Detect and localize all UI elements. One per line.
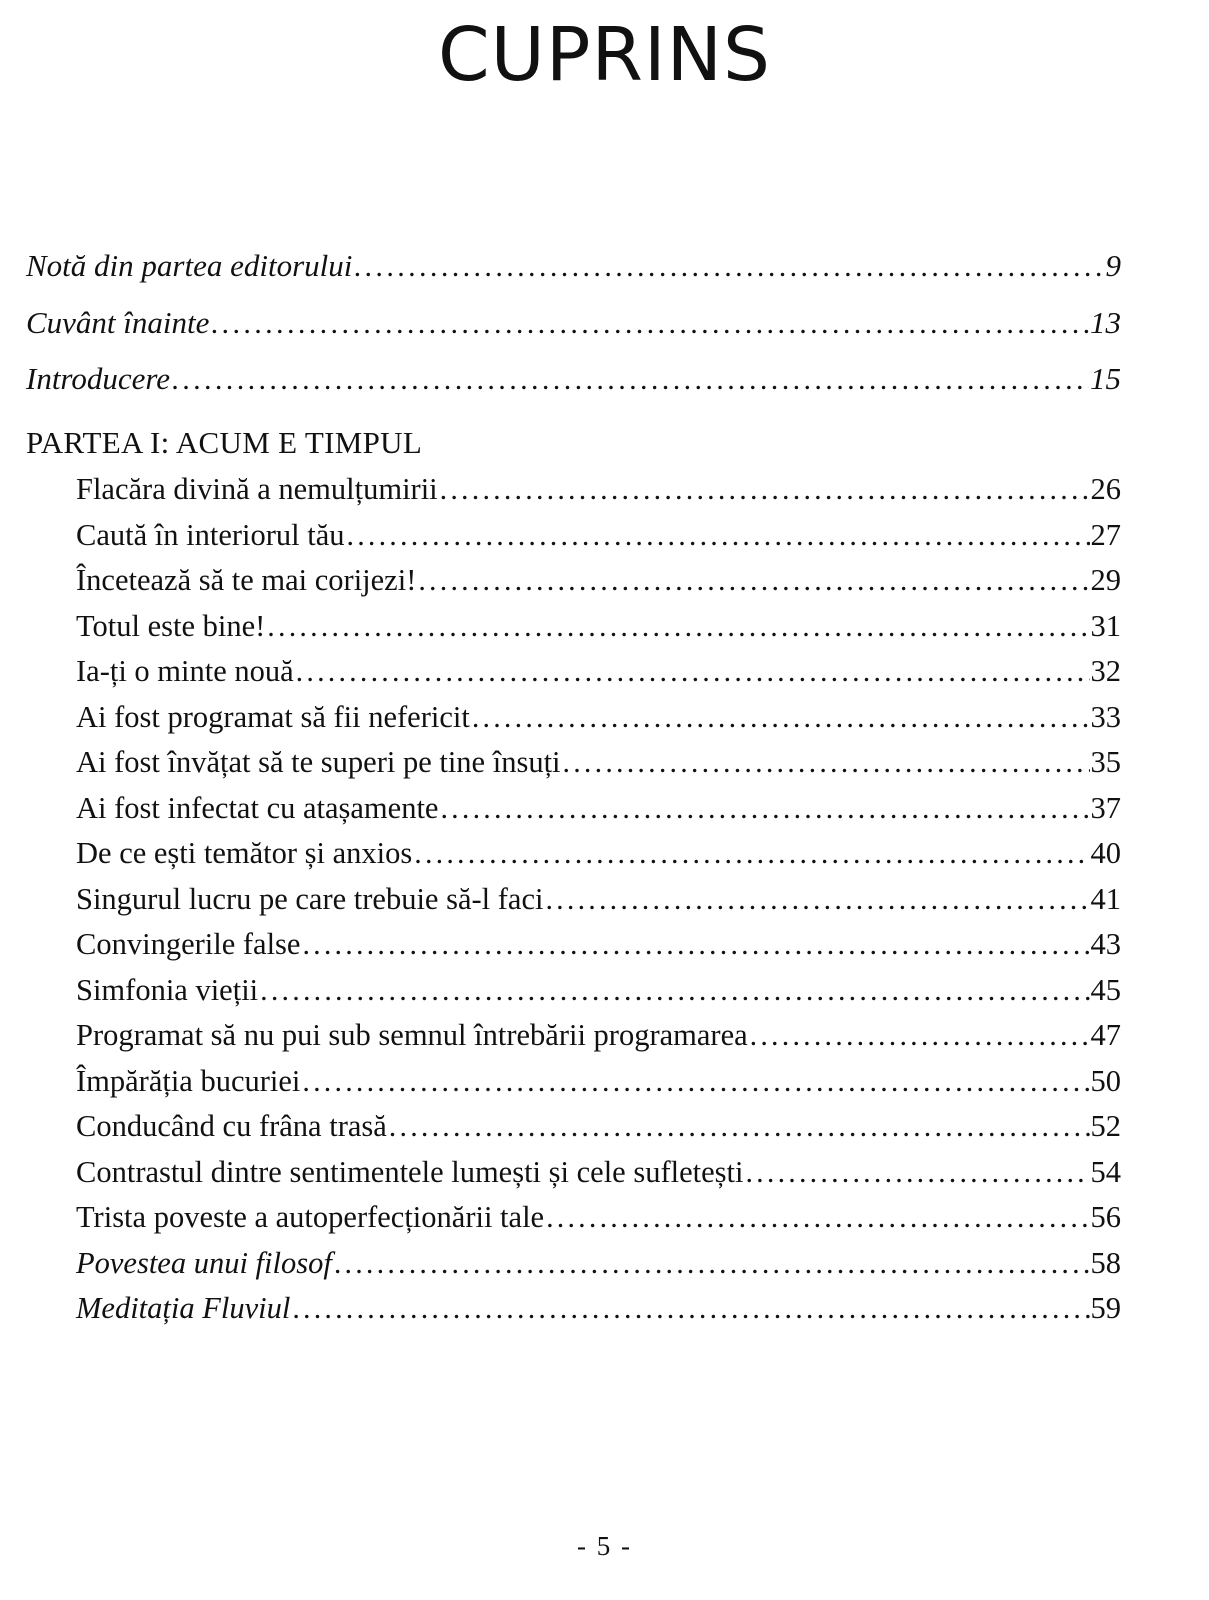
- toc-entry-page: 35: [1090, 745, 1121, 779]
- toc-entry-label: Notă din partea editorului: [26, 248, 353, 283]
- toc-entry-label: Singurul lucru pe care trebuie să-l faci: [76, 881, 544, 916]
- toc-entry-page: 13: [1090, 304, 1121, 340]
- toc-entry[interactable]: [76, 929, 1121, 960]
- toc-entry-label: Caută în interiorul tău: [76, 517, 345, 552]
- toc-entry-page: 15: [1090, 361, 1121, 396]
- toc-entry-label: Conducând cu frâna trasă: [76, 1109, 387, 1143]
- leader-dots: [292, 1294, 1089, 1324]
- toc-entry[interactable]: [76, 881, 1121, 916]
- toc-entry-page: 58: [1090, 1245, 1121, 1280]
- toc-entry-label: Ai fost programat să fii nefericit: [76, 699, 470, 734]
- front-matter-list: [26, 250, 1121, 395]
- toc-entry[interactable]: [76, 1063, 1121, 1098]
- toc-entry-page: 43: [1090, 927, 1121, 961]
- leader-dots: [745, 1158, 1089, 1188]
- toc-entry-page: 47: [1090, 1018, 1121, 1052]
- toc-entry-page: 56: [1090, 1200, 1121, 1234]
- toc-entry[interactable]: [76, 790, 1121, 825]
- toc-entry-label: Povestea unui filosof: [76, 1245, 332, 1280]
- toc-entry-page: 9: [1105, 248, 1121, 283]
- toc-entry-label: Cuvânt înainte: [26, 304, 210, 340]
- toc-content: [26, 250, 1121, 1339]
- toc-entry-label: Introducere: [26, 361, 171, 396]
- toc-entry[interactable]: [76, 1111, 1121, 1142]
- leader-dots: [302, 930, 1089, 960]
- toc-entry-label: Convingerile false: [76, 927, 301, 961]
- leader-dots: [389, 1112, 1090, 1142]
- toc-entry[interactable]: [76, 747, 1121, 778]
- leader-dots: [211, 309, 1089, 339]
- toc-entry-page: 37: [1090, 790, 1121, 825]
- leader-dots: [750, 1021, 1090, 1051]
- leader-dots: [296, 657, 1090, 687]
- toc-entry-label: Încetează să te mai corijezi!: [76, 563, 417, 597]
- toc-entry-page: 45: [1090, 972, 1121, 1007]
- toc-entry[interactable]: [76, 565, 1121, 596]
- toc-entry-label: Simfonia vieții: [76, 972, 259, 1007]
- leader-dots: [260, 976, 1089, 1006]
- leader-dots: [472, 703, 1090, 733]
- leader-dots: [354, 252, 1104, 282]
- toc-entry-page: 50: [1090, 1063, 1121, 1098]
- leader-dots: [563, 748, 1090, 778]
- toc-entry-page: 41: [1090, 881, 1121, 916]
- leader-dots: [267, 612, 1089, 642]
- chapter-list: [76, 474, 1121, 1324]
- toc-entry-page: 40: [1090, 836, 1121, 870]
- toc-entry-label: Meditația Fluviul: [76, 1291, 291, 1325]
- toc-entry[interactable]: [26, 250, 1121, 282]
- toc-entry-label: Ai fost infectat cu atașamente: [76, 790, 439, 825]
- toc-entry[interactable]: [76, 1202, 1121, 1233]
- toc-entry[interactable]: [76, 1293, 1121, 1324]
- toc-entry[interactable]: [26, 304, 1121, 340]
- toc-entry[interactable]: [76, 608, 1121, 643]
- leader-dots: [414, 839, 1089, 869]
- toc-entry-label: Programat să nu pui sub semnul întrebării programarea: [76, 1018, 748, 1052]
- page-number: - 5 -: [577, 1531, 632, 1561]
- toc-entry[interactable]: [76, 474, 1121, 505]
- toc-entry[interactable]: [76, 838, 1121, 869]
- toc-entry-label: De ce ești temător și anxios: [76, 836, 413, 870]
- leader-dots: [440, 475, 1090, 505]
- leader-dots: [546, 1203, 1089, 1233]
- toc-entry-page: 33: [1090, 699, 1121, 734]
- leader-dots: [302, 1067, 1089, 1097]
- toc-entry-label: Ia-ți o minte nouă: [76, 654, 294, 688]
- toc-entry-page: 54: [1090, 1154, 1121, 1189]
- toc-entry-label: Trista poveste a autoperfecționării tale: [76, 1200, 545, 1234]
- toc-entry[interactable]: [26, 363, 1121, 395]
- toc-entry-page: 32: [1090, 654, 1121, 688]
- page-title: CUPRINS: [437, 12, 772, 98]
- leader-dots: [545, 885, 1089, 915]
- toc-entry[interactable]: [76, 1245, 1121, 1280]
- toc-entry[interactable]: [76, 1020, 1121, 1051]
- toc-entry[interactable]: [76, 656, 1121, 687]
- toc-entry[interactable]: [76, 699, 1121, 734]
- leader-dots: [440, 794, 1089, 824]
- leader-dots: [334, 1249, 1090, 1279]
- toc-entry-page: 29: [1090, 563, 1121, 597]
- leader-dots: [347, 521, 1090, 551]
- toc-entry-page: 27: [1090, 517, 1121, 552]
- toc-entry-label: Contrastul dintre sentimentele lumești și cele sufletești: [76, 1154, 744, 1189]
- toc-entry-page: 59: [1090, 1291, 1121, 1325]
- toc-entry-page: 26: [1090, 472, 1121, 506]
- toc-entry-page: 31: [1090, 608, 1121, 643]
- toc-entry-label: Ai fost învățat să te superi pe tine însuți: [76, 745, 561, 779]
- toc-entry[interactable]: [76, 972, 1121, 1007]
- toc-entry-label: Totul este bine!: [76, 608, 266, 643]
- toc-entry-page: 52: [1090, 1109, 1121, 1143]
- toc-entry[interactable]: [76, 517, 1121, 552]
- leader-dots: [418, 566, 1089, 596]
- leader-dots: [172, 365, 1089, 395]
- toc-entry-label: Împărăția bucuriei: [76, 1063, 301, 1098]
- part-heading: PARTEA I: ACUM E TIMPUL: [26, 425, 423, 460]
- toc-entry[interactable]: [76, 1154, 1121, 1189]
- toc-entry-label: Flacăra divină a nemulțumirii: [76, 472, 438, 506]
